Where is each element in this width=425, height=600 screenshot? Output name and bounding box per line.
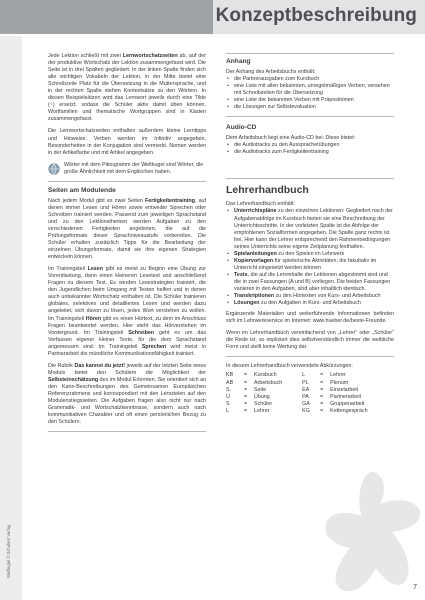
lehrer-lead: Das Lehrerhandbuch enthält: xyxy=(226,201,295,208)
list-item: • Unterrichtspläne zu den einzelnen Lektionen: Gegliedert nach der Aufgabenabfolge im Kursbuch bieten sie eine Beschreibung der Unterrichtsschritte. In der vorletzten Spalte ist die Abfolge der empfohlenen Sozialformen angegeben. Die Spalte ganz rechts ist frei. Hier kann der Lehrer entsprechend den Rahmenbedingungen seines Unterrichts seine eigene Zeitplanung festhalten. xyxy=(226,208,394,250)
pictogram-note xyxy=(48,162,206,176)
list-item: • Kopiervorlagen für spielerische Aktivitäten, die fakultativ im Unterricht eingesetzt werden können xyxy=(226,258,394,272)
abbreviation-cell: PA xyxy=(302,393,309,400)
abbreviation-cell: Ü xyxy=(226,393,230,400)
side-credit: Wellkugel © Schubert Verlag xyxy=(6,524,11,578)
anhang-list xyxy=(226,76,394,111)
abbreviation-cell: = xyxy=(320,400,324,407)
audio-lead: Dem Arbeitsbuch liegt eine Audio-CD bei. Diese bietet: xyxy=(226,135,356,142)
abbreviation-cell: Partnerarbeit xyxy=(330,393,362,400)
abbreviation-cell: Schüler xyxy=(254,400,273,407)
abbreviation-cell: = xyxy=(244,393,248,400)
page-number: 7 xyxy=(413,584,417,591)
lehrer-extra: Ergänzende Materialien und weiterführende Informationen befinden sich im Lehrwerkservice im Internet: www.hueber.de/beste-Freunde. xyxy=(226,311,394,325)
abbreviation-cell: Arbeitsbuch xyxy=(254,379,283,386)
abbreviation-cell: = xyxy=(244,386,248,393)
abbreviation-cell: Plenum xyxy=(330,379,349,386)
abbreviation-row xyxy=(226,380,386,387)
lehrer-box xyxy=(226,178,394,357)
abbreviation-cell: = xyxy=(320,379,324,386)
list-item: • Transkriptionen zu den Hörtexten von Kurs- und Arbeitsbuch xyxy=(226,293,394,300)
abbreviation-cell: AB xyxy=(226,379,234,386)
anhang-lead: Der Anhang des Arbeitsbuchs enthält: xyxy=(226,69,316,75)
abbreviation-cell: = xyxy=(320,393,324,400)
list-item: • die Partnerausgaben zum Kursbuch xyxy=(226,76,394,83)
abbreviation-row xyxy=(226,408,386,415)
tips-paragraph: Die Lernwortschatzseiten enthalten außerdem kleine Lerntipps und Hinweise. Verben werden im Infinitiv angegeben, Besonderheiten in der Konjugation sind vermerkt. Nomen werden in der Artikelfarbe und mit Artikel angegeben. xyxy=(48,128,206,156)
list-item: • Tests, die auf die Lerninhalte der Lektionen abgestimmt sind und die in zwei Fassungen (A und B) vorliegen. Die beiden Fassungen variieren in den Aufgaben, sind aber inhaltlich identisch. xyxy=(226,272,394,293)
right-column xyxy=(226,53,394,415)
anhang-box xyxy=(226,53,394,117)
list-item: • die Audiotracks zum Fertigkeitentraining xyxy=(226,149,394,156)
audio-list xyxy=(226,142,394,156)
abbreviation-cell: = xyxy=(244,400,248,407)
module-end-box xyxy=(48,181,206,432)
abbreviation-cell: Kursbuch xyxy=(254,372,277,379)
abbreviation-cell: = xyxy=(320,372,324,379)
abbreviation-cell: = xyxy=(320,386,324,393)
lehrer-note: Wenn im Lehrerhandbuch vereinfachend von „Lehrer“ oder „Schüler“ die Rede ist, so impliziert dies selbstverständlich immer die weibliche Form und stellt keine Wertung dar. xyxy=(226,330,394,351)
list-item: • die Lösungen zur Selbstevaluation xyxy=(226,104,394,111)
abbreviation-cell: Übung xyxy=(254,393,270,400)
abbreviation-cell: Lehrer xyxy=(254,407,270,414)
abbreviation-row xyxy=(226,394,386,401)
audio-heading: Audio-CD xyxy=(226,124,257,132)
abbreviation-lead: In diesem Lehrerhandbuch verwendete Abkürzungen: xyxy=(226,363,353,370)
abbreviation-row xyxy=(226,387,386,394)
abbreviation-cell: S xyxy=(226,400,230,407)
intro-paragraph: Jede Lektion schließt mit zwei Lernwortschatzseiten ab, auf der der produktive Wortschatz der Lektion zusammengefasst wird. Die Seite ist in drei Spalten gegliedert: In der linken Spalte finden sich alle wichtigen Vokabeln der Lektion, in der Mitte bietet eine Schreibzeile Platz für die Übersetzung in die Muttersprache, und in der rechten Spalte stehen Kontextsätze zu den Wörtern. In diesen Beispielsätzen wird das Lernwort jeweils durch eine Tilde (~) ersetzt, sodass die Schüler aktiv damit üben können. Wortfamilien und thematische Wortgruppen sind in Kästen zusammengefasst. xyxy=(48,53,206,123)
abbreviation-cell: L xyxy=(226,407,229,414)
page-title: Konzeptbeschreibung xyxy=(215,5,417,26)
globe-icon xyxy=(48,163,60,175)
module-end-heading: Seiten am Modulende xyxy=(48,186,116,194)
abbreviation-cell: GA xyxy=(302,400,310,407)
abbreviation-cell: Seite xyxy=(254,386,267,393)
abbreviation-cell: = xyxy=(244,372,248,379)
lehrer-heading: Lehrerhandbuch xyxy=(226,184,309,197)
header-divider xyxy=(0,34,425,36)
abbreviation-row xyxy=(226,372,386,379)
abbreviation-cell: Lehrer xyxy=(330,372,346,379)
star-figure-watermark xyxy=(322,468,422,600)
abbreviation-table xyxy=(226,372,386,415)
abbreviation-cell: = xyxy=(244,407,248,414)
module-end-paragraph-3: Die Rubrik Das kannst du jetzt! jeweils auf der letzten Seite eines Moduls bietet den Schülern die Möglichkeit der Selbsteinschätzung des im Modul Erlernten. Sie orientiert sich an den Kann-Beschreibungen des Gemeinsamen Europäischen Referenzrahmens und korrespondiert mit den Lernzielen auf den Modulenstiegsseiten. Die Aufgaben fragen also nicht nur nach Grammatik- und Wortschatzkenntnisse, sondern auch nach kommunikativen Charakter und oft einen persönlichen Bezug zu den Schülern. xyxy=(48,362,207,426)
abbreviation-cell: = xyxy=(244,379,248,386)
left-column xyxy=(48,53,206,438)
header-band-dark xyxy=(0,0,213,34)
list-item: • eine Liste mit allen bekannten, unregelmäßigen Verben, versehen mit Schreibzeilen für die Übersetzung xyxy=(226,83,394,97)
abbreviation-cell: EA xyxy=(302,386,310,393)
abbreviation-cell: PL xyxy=(302,379,309,386)
list-item: • Lösungen zu den Aufgaben in Kurs- und Arbeitsbuch xyxy=(226,300,394,307)
lehrer-list xyxy=(226,208,394,307)
audio-section xyxy=(226,123,394,156)
abbreviation-cell: S. xyxy=(226,386,232,393)
anhang-heading: Anhang xyxy=(226,58,251,65)
abbreviation-cell: L xyxy=(302,372,306,379)
abbreviation-cell: KG xyxy=(302,407,310,414)
abbreviation-cell: Einzelarbeit xyxy=(330,386,359,393)
pictogram-text: Wörter mit dem Piktogramm der Weltkugel sind Wörter, die große Ähnlichkeit mit dem Englischen haben. xyxy=(64,161,204,175)
list-item: • Spielanleitungen zu den Spielen im Lehrwerk xyxy=(226,251,394,258)
list-item: • eine Liste der bekannten Verben mit Präpositionen xyxy=(226,97,394,104)
abbreviation-cell: Kettengespräch xyxy=(330,407,368,414)
list-item: • die Audiotracks zu den Aussprachetübungen xyxy=(226,142,394,149)
module-end-paragraph-1: Nach jedem Modul gibt es zwei Seiten Fertigkeitentraining, auf denen immer Lesen und Hören sowie entweder Sprechen oder Schreiben trainiert werden. Passend zum jeweiligen Sprachstand und zu den Lektionsthemen werden Aufgaben zu den verschiedenen Fertigkeiten angeboten, die auf die Prüfungsformate dieser Sprachniveaustufe vorbereiten. Die Schüler erhalten zusätzlich Tipps für die Bearbeitung der einzelnen Übungsformate, damit sie ihre eigenen Strategien entwickeln können. xyxy=(48,197,206,261)
abbreviation-section xyxy=(226,363,394,415)
module-end-paragraph-2: Im Trainingsteil Lesen gibt es meist zu Beginn eine Übung zur Vorentlastung, dann einen kleineren Lesetext und anschließend Fragen zu diesem Text. Es werden Lesestrategien trainiert, die den Jugendlichen beim Umgang mit Texten helfen und in denen auch unbekannter Wortschatz enthalten ist. Die Schüler trainieren globales, selektives und detailliertes Lesen und werden dazu angeleitet, sich davon zu lösen, jedes Wort verstehen zu wollen. Im Trainingsteil Hören gibt es einen Hörtext, zu dem im Anschluss Fragen beantwortet werden. Hier steht das Hörverstehen im Vordergrund. Im Trainingsteil Schreiben geht es um das Verfassen eigener kleiner Texte, für die dem Sprachstand angemessen sind. Im Trainingsteil Sprechen wird meist in Partnerarbeit die mündliche Kommunikationsfähigkeit trainiert. xyxy=(48,266,207,357)
abbreviation-cell: KB xyxy=(226,372,234,379)
abbreviation-cell: = xyxy=(320,407,324,414)
abbreviation-row xyxy=(226,401,386,408)
abbreviation-cell: Gruppenarbeit xyxy=(330,400,365,407)
